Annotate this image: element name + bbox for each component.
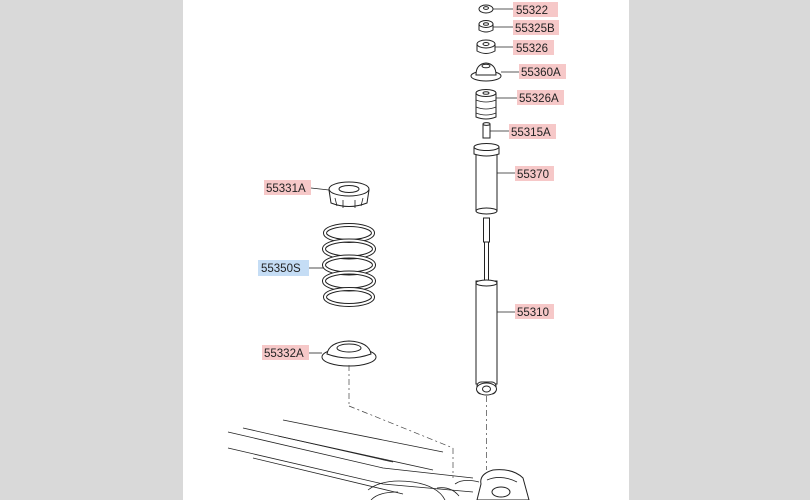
part-55322-washer[interactable] <box>479 5 493 13</box>
part-55331A-upper-spring-pad[interactable] <box>329 182 369 208</box>
label-55315A[interactable] <box>509 124 556 139</box>
label-55322[interactable] <box>513 2 558 17</box>
label-55310[interactable] <box>515 304 554 319</box>
svg-text:55326A: 55326A <box>519 93 559 105</box>
label-55360A[interactable] <box>519 64 566 79</box>
svg-text:55332A: 55332A <box>264 348 304 360</box>
svg-text:55315A: 55315A <box>511 127 551 139</box>
exploded-view-diagram <box>183 0 629 500</box>
part-55326-bushing[interactable] <box>477 40 495 54</box>
parts-diagram-sheet <box>183 0 629 500</box>
svg-text:55370: 55370 <box>517 169 549 181</box>
part-55360A-cap[interactable] <box>471 63 501 81</box>
part-55332A-lower-spring-pad[interactable] <box>322 341 376 366</box>
svg-text:55360A: 55360A <box>521 67 561 79</box>
svg-text:55350S: 55350S <box>261 263 301 275</box>
rear-axle-beam <box>228 420 529 500</box>
label-55326[interactable] <box>513 40 554 55</box>
label-55350S[interactable] <box>258 260 309 276</box>
part-55325B-nut[interactable] <box>479 21 493 33</box>
svg-text:55310: 55310 <box>517 307 549 319</box>
svg-text:55325B: 55325B <box>515 23 555 35</box>
part-55315A-spacer[interactable] <box>483 123 490 138</box>
part-55310-shock-absorber[interactable] <box>476 218 497 395</box>
label-55326A[interactable] <box>517 90 564 105</box>
svg-text:55326: 55326 <box>516 43 548 55</box>
label-55325B[interactable] <box>513 20 559 35</box>
svg-text:55331A: 55331A <box>266 183 306 195</box>
label-55370[interactable] <box>515 166 554 181</box>
part-55370-dust-cover[interactable] <box>474 144 499 215</box>
svg-text:55322: 55322 <box>516 5 548 17</box>
assembly-lines <box>349 365 487 478</box>
part-55326A-bump-stopper[interactable] <box>476 90 496 120</box>
label-55332A[interactable] <box>262 345 309 360</box>
part-55350S-coil-spring[interactable] <box>324 225 374 305</box>
label-55331A[interactable] <box>264 180 311 195</box>
